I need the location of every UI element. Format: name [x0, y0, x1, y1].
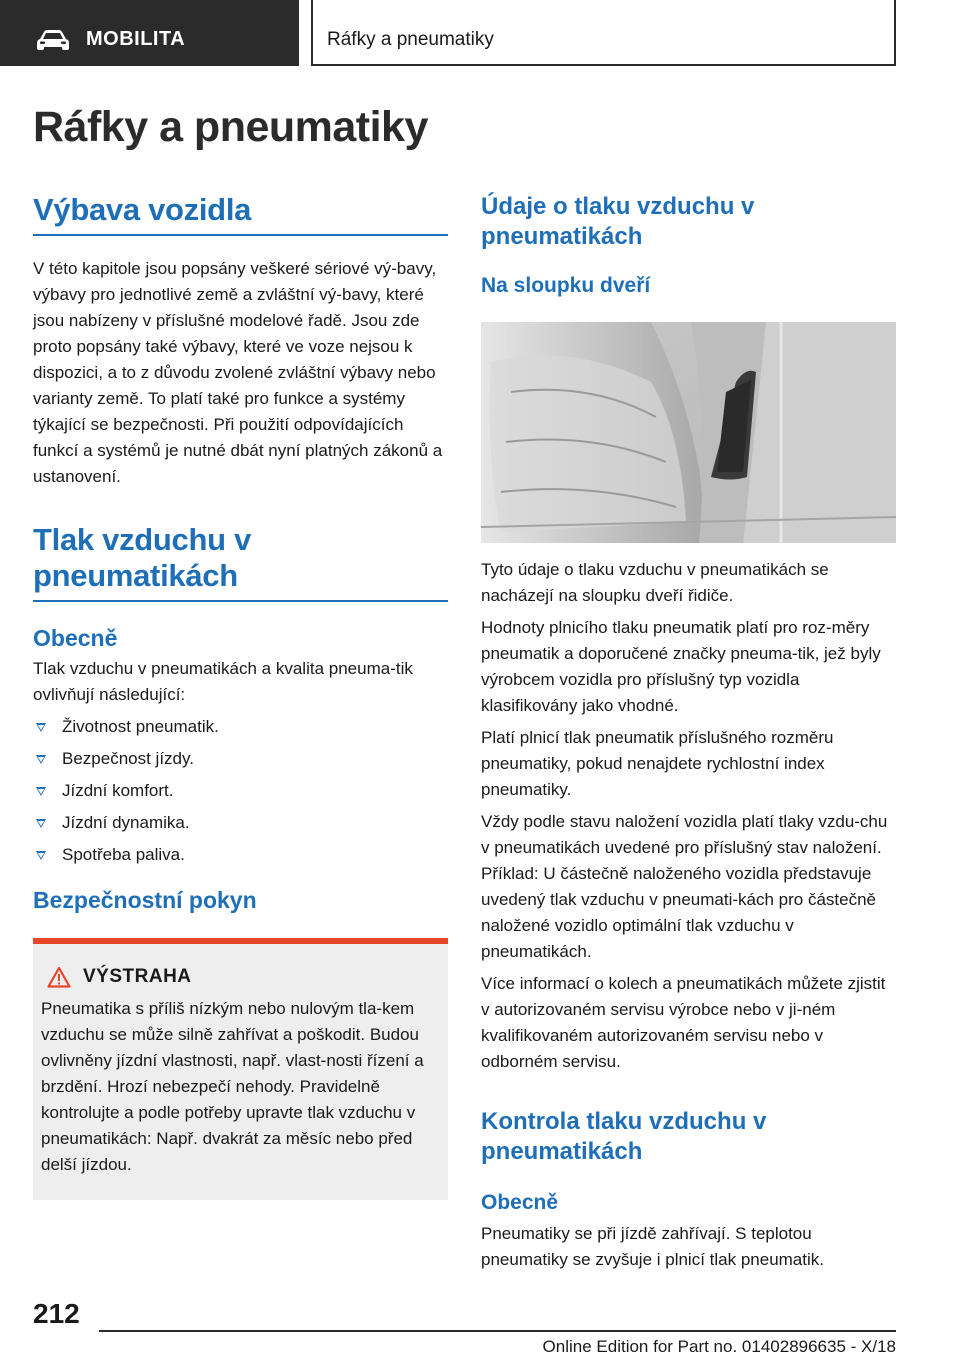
- triangle-bullet-icon: [36, 787, 46, 796]
- warning-header: [41, 966, 440, 988]
- heading-general: Obecně: [33, 625, 118, 651]
- list-item: Jízdní dynamika.: [33, 810, 448, 836]
- page-title: Ráfky a pneumatiky: [33, 103, 428, 151]
- section-tab: [0, 0, 299, 66]
- equipment-paragraph: V této kapitole jsou popsány veškeré sériové vý-bavy, výbavy pro jednotlivé země a zvláštní vý-bavy, které jsou nabízeny v příslušné modelové řadě. Jsou zde proto popsány také výbavy, které ve voze nejsou k dispozici, a to z důvodu zvolené zvláštní výbavy nebo varianty země. To platí také pro funkce a systémy týkající se bezpečnosti. Při použití odpovídajících funkcí a systémů je nutné dbát nyní platných zákonů a ustanovení.: [33, 259, 443, 486]
- heading-equipment: Výbava vozidla: [33, 188, 448, 236]
- page-header: [0, 0, 960, 66]
- breadcrumb: [311, 0, 896, 66]
- page-number: 212: [33, 1298, 80, 1329]
- check-paragraph: Pneumatiky se při jízdě zahřívají. S teplotou pneumatiky se zvyšuje i plnicí tlak pneumatik.: [481, 1224, 824, 1269]
- footer-rule: [99, 1330, 896, 1332]
- warning-text: Pneumatika s příliš nízkým nebo nulovým tla-kem vzduchu se může silně zahřívat a poškodit. Budou ovlivněny jízdní vlastnosti, např. vlast-nosti řízení a brzdění. Hrozí nebezpečí nehody. Pravidelně kontrolujte a podle potřeby upravte tlak vzduchu v pneumatikách: Např. dvakrát za měsíc nebo před delší jízdou.: [41, 999, 424, 1174]
- section-label: MOBILITA: [86, 28, 186, 50]
- heading-tire-pressure: Tlak vzduchu v pneumatikách: [33, 522, 448, 602]
- pressure-values-paragraph: Hodnoty plnicího tlaku pneumatik platí pro roz-měry pneumatik a doporučené značky pneuma-tik, jež byly výrobcem vozidla pro příslušný typ vozidla klasifikovány jako vhodné.: [481, 618, 881, 715]
- list-item: Jízdní komfort.: [33, 778, 448, 804]
- heading-safety: Bezpečnostní pokyn: [33, 887, 257, 913]
- factor-list: [33, 714, 448, 868]
- triangle-bullet-icon: [36, 851, 46, 860]
- pillar-paragraph: Tyto údaje o tlaku vzduchu v pneumatikách se nacházejí na sloupku dveří řidiče.: [481, 560, 829, 605]
- list-item: Spotřeba paliva.: [33, 842, 448, 868]
- triangle-bullet-icon: [36, 755, 46, 764]
- speed-index-paragraph: Platí plnicí tlak pneumatik příslušného rozměru pneumatiky, pokud nenajdete rychlostní index pneumatiky.: [481, 728, 834, 799]
- heading-pressure-data: Údaje o tlaku vzduchu v pneumatikách: [481, 193, 755, 250]
- triangle-bullet-icon: [36, 819, 46, 828]
- list-item: Životnost pneumatik.: [33, 714, 448, 740]
- heading-pressure-check: Kontrola tlaku vzduchu v pneumatikách: [481, 1108, 767, 1165]
- load-state-paragraph: Vždy podle stavu naložení vozidla platí tlaky vzdu-chu v pneumatikách uvedené pro příslušný stav naložení. Příklad: U částečně naloženého vozidla představuje uvedený tlak vzduchu v pneumati-kách pro částečně naložené vozidlo optimální tlak vzduchu v pneumatikách.: [481, 812, 888, 961]
- general-paragraph: Tlak vzduchu v pneumatikách a kvalita pneuma-tik ovlivňují následující:: [33, 659, 413, 704]
- list-item: Bezpečnost jízdy.: [33, 746, 448, 772]
- heading-door-pillar: Na sloupku dveří: [481, 274, 651, 297]
- breadcrumb-label: Ráfky a pneumatiky: [327, 29, 494, 50]
- more-info-paragraph: Více informací o kolech a pneumatikách můžete zjistit v autorizovaném servisu výrobce nebo v ji-ném kvalifikovaném autorizovaném servisu nebo v odborném servisu.: [481, 974, 886, 1071]
- warning-box: [33, 938, 448, 1200]
- left-column: [33, 188, 448, 1200]
- heading-general-check: Obecně: [481, 1191, 559, 1214]
- door-pillar-image: [481, 322, 896, 543]
- car-icon: [36, 29, 70, 51]
- warning-label: VÝSTRAHA: [83, 966, 192, 987]
- right-column: [481, 188, 896, 1273]
- triangle-bullet-icon: [36, 723, 46, 732]
- edition-note: Online Edition for Part no. 01402896635 - X/18: [542, 1337, 896, 1356]
- warning-triangle-icon: [47, 966, 71, 988]
